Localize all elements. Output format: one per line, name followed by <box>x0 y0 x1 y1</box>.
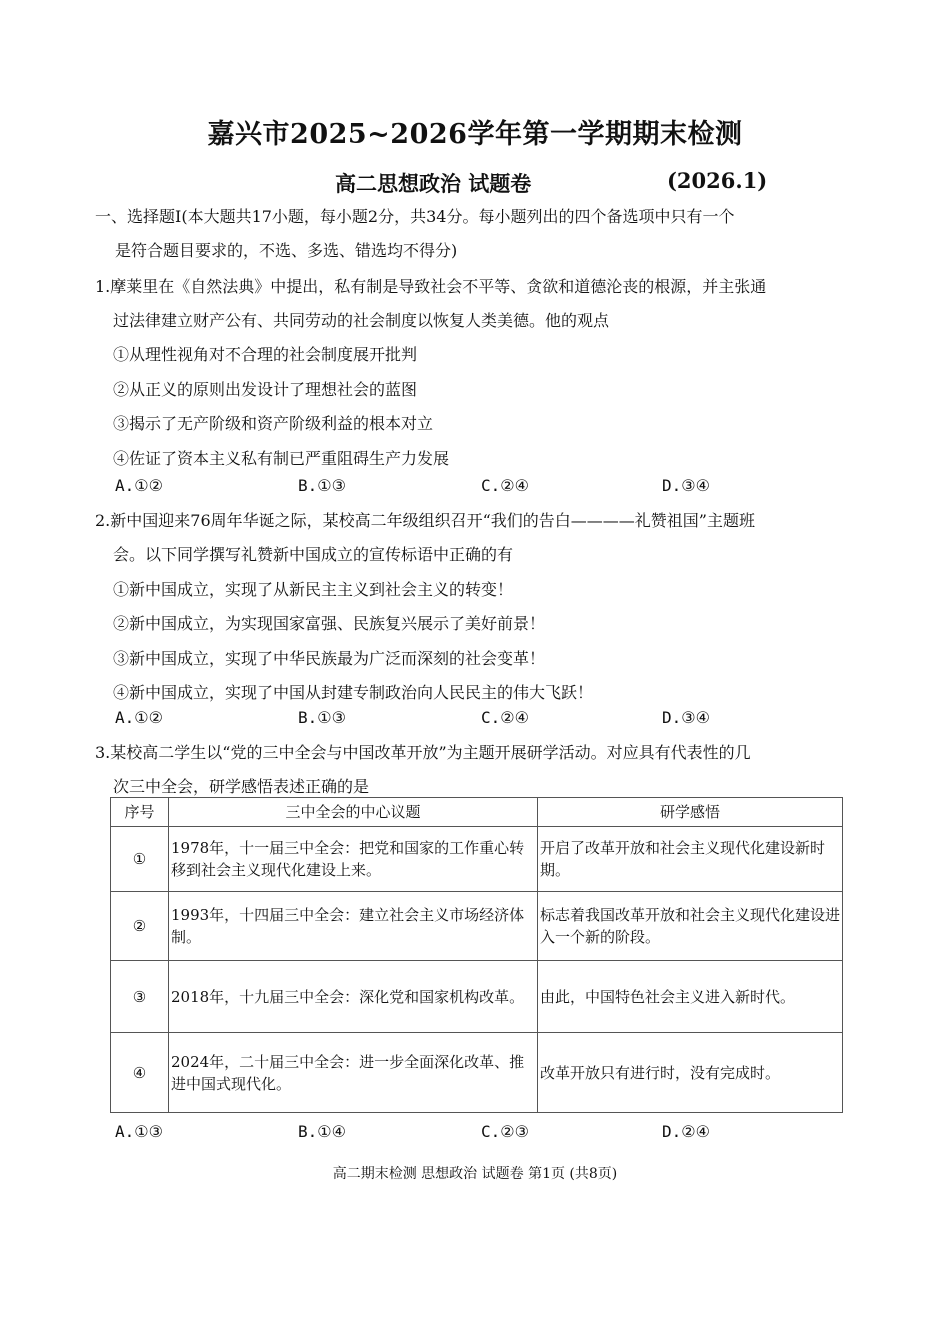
q1-option-a: A.①② <box>115 476 163 495</box>
q2-item-3: ③新中国成立，实现了中华民族最为广泛而深刻的社会变革！ <box>113 649 546 668</box>
q3-option-c: C.②③ <box>481 1122 529 1141</box>
row-insight: 开启了改革开放和社会主义现代化建设新时期。 <box>538 827 843 892</box>
row-number: ③ <box>111 961 169 1033</box>
q3-stem-line1: 3.某校高二学生以“党的三中全会与中国改革开放”为主题开展研学活动。对应具有代表性的几 <box>95 743 751 762</box>
q3-option-a: A.①③ <box>115 1122 163 1141</box>
q1-item-4: ④佐证了资本主义私有制已严重阻碍生产力发展 <box>113 449 450 468</box>
q2-option-c: C.②④ <box>481 708 529 727</box>
q2-item-4: ④新中国成立，实现了中国从封建专制政治向人民民主的伟大飞跃！ <box>113 683 594 702</box>
row-insight: 标志着我国改革开放和社会主义现代化建设进入一个新的阶段。 <box>538 892 843 961</box>
table-header-topic: 三中全会的中心议题 <box>169 798 538 827</box>
q3-option-b: B.①④ <box>298 1122 346 1141</box>
row-topic: 1993年，十四届三中全会：建立社会主义市场经济体制。 <box>169 892 538 961</box>
table-header-insight: 研学感悟 <box>538 798 843 827</box>
q2-item-2: ②新中国成立，为实现国家富强、民族复兴展示了美好前景！ <box>113 614 546 633</box>
table-row <box>111 1033 843 1113</box>
row-topic: 2018年，十九届三中全会：深化党和国家机构改革。 <box>169 961 538 1033</box>
q2-stem-line1: 2.新中国迎来76周年华诞之际，某校高二年级组织召开“我们的告白————礼赞祖国”主题班 <box>95 511 755 530</box>
q2-stem-line2: 会。以下同学撰写礼赞新中国成立的宣传标语中正确的有 <box>113 545 514 564</box>
row-number: ④ <box>111 1033 169 1113</box>
section-instructions-line1: 一、选择题Ⅰ(本大题共17小题，每小题2分，共34分。每小题列出的四个备选项中只有一个 <box>95 207 735 226</box>
q1-item-1: ①从理性视角对不合理的社会制度展开批判 <box>113 345 418 364</box>
q1-option-c: C.②④ <box>481 476 529 495</box>
row-insight: 由此，中国特色社会主义进入新时代。 <box>538 961 843 1033</box>
q1-stem-line1: 1.摩莱里在《自然法典》中提出，私有制是导致社会不平等、贪欲和道德沦丧的根源，并主张通 <box>95 277 767 296</box>
row-topic: 1978年，十一届三中全会：把党和国家的工作重心转移到社会主义现代化建设上来。 <box>169 827 538 892</box>
row-insight: 改革开放只有进行时，没有完成时。 <box>538 1033 843 1113</box>
table-row <box>111 961 843 1033</box>
q3-option-d: D.②④ <box>662 1122 710 1141</box>
table-header-number: 序号 <box>111 798 169 827</box>
row-topic: 2024年，二十届三中全会：进一步全面深化改革、推进中国式现代化。 <box>169 1033 538 1113</box>
exam-subtitle: 高二思想政治 试题卷 <box>335 171 532 196</box>
row-number: ② <box>111 892 169 961</box>
row-number: ① <box>111 827 169 892</box>
q2-option-a: A.①② <box>115 708 163 727</box>
q1-option-b: B.①③ <box>298 476 346 495</box>
section-instructions-line2: 是符合题目要求的，不选、多选、错选均不得分) <box>115 241 458 260</box>
q1-option-d: D.③④ <box>662 476 710 495</box>
table-header-row <box>111 798 843 827</box>
q1-item-2: ②从正义的原则出发设计了理想社会的蓝图 <box>113 380 418 399</box>
q2-option-d: D.③④ <box>662 708 710 727</box>
q3-table <box>110 797 843 1113</box>
exam-date: (2026.1) <box>667 168 768 193</box>
exam-title: 嘉兴市2025~2026学年第一学期期末检测 <box>207 119 743 150</box>
page-footer: 高二期末检测 思想政治 试题卷 第1页 (共8页) <box>332 1166 618 1182</box>
q1-stem-line2: 过法律建立财产公有、共同劳动的社会制度以恢复人类美德。他的观点 <box>113 311 610 330</box>
q2-item-1: ①新中国成立，实现了从新民主主义到社会主义的转变！ <box>113 580 514 599</box>
q3-stem-line2: 次三中全会，研学感悟表述正确的是 <box>113 777 370 796</box>
table-row <box>111 892 843 961</box>
q2-option-b: B.①③ <box>298 708 346 727</box>
q1-item-3: ③揭示了无产阶级和资产阶级利益的根本对立 <box>113 414 434 433</box>
table-row <box>111 827 843 892</box>
